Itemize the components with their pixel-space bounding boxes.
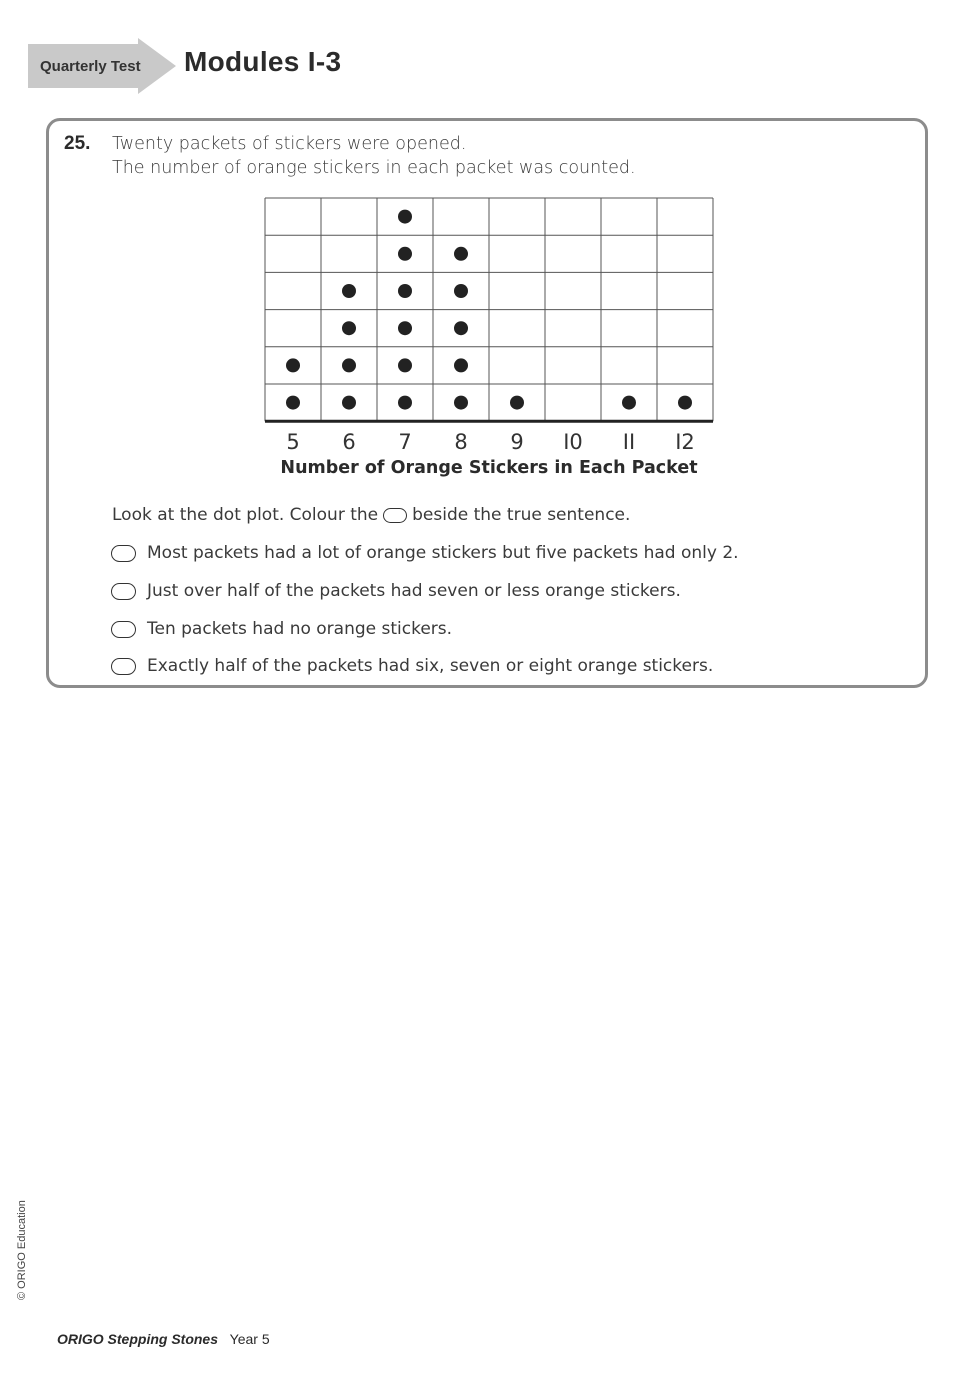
copyright: © ORIGO Education — [16, 1200, 28, 1300]
dot-plot — [250, 190, 730, 458]
x-tick-label: I0 — [563, 430, 583, 455]
data-dot — [454, 358, 468, 372]
data-dot — [454, 321, 468, 335]
data-dot — [398, 210, 412, 224]
data-dot — [398, 396, 412, 410]
x-tick-label: 6 — [342, 430, 356, 455]
oval-icon — [383, 508, 407, 523]
instruction-text-after: beside the true sentence. — [412, 505, 631, 525]
answer-option-text: Ten packets had no orange stickers. — [147, 619, 453, 639]
data-dot — [342, 396, 356, 410]
x-tick-label: II — [622, 430, 636, 455]
data-dot — [342, 284, 356, 298]
data-dot — [342, 321, 356, 335]
x-tick-label: 7 — [398, 430, 412, 455]
instruction — [112, 505, 630, 525]
answer-oval-1[interactable] — [111, 545, 136, 562]
axis-title: Number of Orange Stickers in Each Packet — [280, 458, 698, 478]
data-dot — [398, 358, 412, 372]
answer-option-text: Most packets had a lot of orange stickers but five packets had only 2. — [147, 543, 739, 563]
x-tick-label: 9 — [510, 430, 524, 455]
x-tick-label: 8 — [454, 430, 468, 455]
question-number: 25. — [64, 133, 91, 154]
answer-oval-4[interactable] — [111, 658, 136, 675]
page-title: Modules I-3 — [184, 46, 342, 77]
footer-brand: ORIGO Stepping Stones — [57, 1331, 219, 1347]
data-dot — [454, 247, 468, 261]
data-dot — [622, 396, 636, 410]
answer-option-3[interactable] — [111, 619, 452, 639]
data-dot — [286, 358, 300, 372]
data-dot — [454, 396, 468, 410]
answer-oval-2[interactable] — [111, 583, 136, 600]
footer-year: Year 5 — [229, 1331, 270, 1347]
badge-label: Quarterly Test — [40, 57, 141, 75]
answer-option-text: Just over half of the packets had seven or less orange stickers. — [147, 581, 681, 601]
data-dot — [398, 247, 412, 261]
answer-option-4[interactable] — [111, 656, 713, 676]
footer — [57, 1331, 270, 1347]
question-stem-line-2: The number of orange stickers in each packet was counted. — [112, 158, 636, 178]
data-dot — [398, 321, 412, 335]
answer-option-1[interactable] — [111, 543, 739, 563]
answer-option-2[interactable] — [111, 581, 681, 601]
answer-option-text: Exactly half of the packets had six, seven or eight orange stickers. — [147, 656, 714, 676]
data-dot — [286, 396, 300, 410]
data-dot — [454, 284, 468, 298]
data-dot — [678, 396, 692, 410]
data-dot — [342, 358, 356, 372]
data-dot — [398, 284, 412, 298]
data-dot — [510, 396, 524, 410]
answer-oval-3[interactable] — [111, 621, 136, 638]
x-tick-label: I2 — [675, 430, 695, 455]
instruction-text-before: Look at the dot plot. Colour the — [112, 505, 379, 525]
header-badge — [28, 38, 178, 94]
x-tick-label: 5 — [286, 430, 300, 455]
question-stem-line-1: Twenty packets of stickers were opened. — [112, 134, 467, 154]
